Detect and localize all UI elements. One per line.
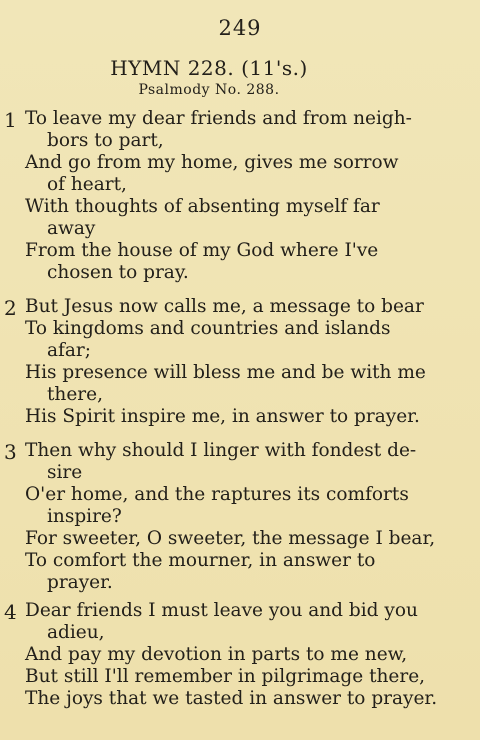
verse-line: And pay my devotion in parts to me new, bbox=[25, 644, 408, 665]
verse-number: 4 bbox=[4, 600, 17, 624]
verse-line: inspire? bbox=[47, 506, 122, 527]
hymn-tune-reference: Psalmody No. 288. bbox=[138, 82, 280, 98]
verse-line: To leave my dear friends and from neigh- bbox=[25, 108, 412, 129]
verse-number: 2 bbox=[4, 296, 17, 320]
verse-line: The joys that we tasted in answer to prayer. bbox=[25, 688, 438, 709]
hymn-title: HYMN 228. (11's.) bbox=[110, 56, 308, 80]
verse-line: prayer. bbox=[47, 572, 113, 593]
verse-line: afar; bbox=[47, 340, 91, 361]
verse-line: To comfort the mourner, in answer to bbox=[25, 550, 376, 571]
verse-line: of heart, bbox=[47, 174, 127, 195]
verse-line: O'er home, and the raptures its comforts bbox=[25, 484, 409, 505]
verse-line: From the house of my God where I've bbox=[25, 240, 379, 261]
verse-line: With thoughts of absenting myself far bbox=[25, 196, 380, 217]
page-number: 249 bbox=[218, 16, 262, 40]
verse-line: adieu, bbox=[47, 622, 105, 643]
verse-line: chosen to pray. bbox=[47, 262, 189, 283]
verse-line: But still I'll remember in pilgrimage there, bbox=[25, 666, 426, 687]
verse-number: 3 bbox=[4, 440, 17, 464]
verse-line: But Jesus now calls me, a message to bear bbox=[25, 296, 424, 317]
verse-line: To kingdoms and countries and islands bbox=[25, 318, 391, 339]
verse-line: Then why should I linger with fondest de- bbox=[25, 440, 417, 461]
verse-number: 1 bbox=[4, 108, 17, 132]
verse-line: His presence will bless me and be with me bbox=[25, 362, 426, 383]
verse-line: And go from my home, gives me sorrow bbox=[25, 152, 399, 173]
verse-line: away bbox=[47, 218, 96, 239]
verse-line: Dear friends I must leave you and bid you bbox=[25, 600, 418, 621]
verse-line: bors to part, bbox=[47, 130, 164, 151]
verse-line: His Spirit inspire me, in answer to prayer. bbox=[25, 406, 420, 427]
verse-line: sire bbox=[47, 462, 83, 483]
verse-line: For sweeter, O sweeter, the message I bear, bbox=[25, 528, 436, 549]
verse-line: there, bbox=[47, 384, 103, 405]
